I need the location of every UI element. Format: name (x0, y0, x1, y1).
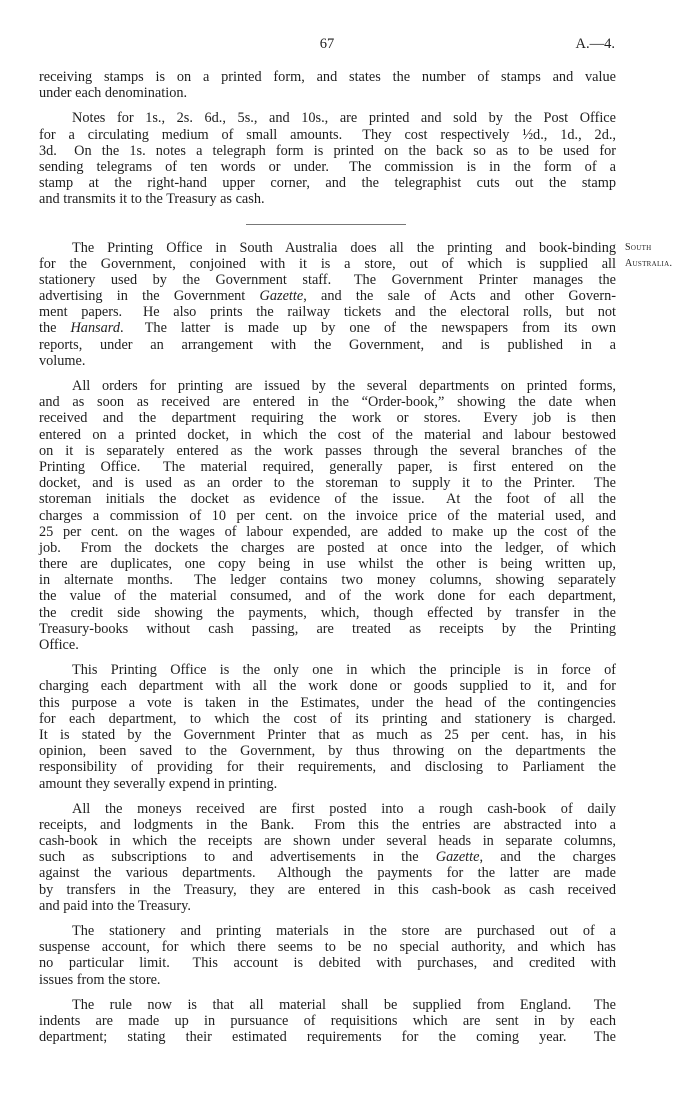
section-after-rule (39, 240, 616, 1046)
text-line: advertising in the Government Gazette, and the sale of Acts and other Govern- (39, 288, 616, 305)
text-line: docket, and is used as an order to the storeman to supply it to the Printer. The (39, 475, 616, 492)
text-line: and as soon as received are entered in the “Order-book,” showing the date when (39, 394, 616, 411)
text-line: responsibility of providing for their requirements, and disclosing to Parliament the (39, 759, 616, 776)
margin-note-line: South (625, 242, 652, 253)
text-line: All orders for printing are issued by the several departments on printed forms, (72, 378, 616, 394)
text-line: under each denomination. (39, 85, 188, 102)
document-reference: A.—4. (575, 36, 615, 52)
paragraph (39, 110, 616, 207)
text-line: against the various departments. Although the payments for the latter are made (39, 865, 616, 882)
page-number: 67 (319, 36, 335, 52)
text-line: the credit side showing the payments, which, though effected by transfer in the (39, 604, 616, 621)
text-line: It is stated by the Government Printer that as much as 25 per cent. has, in his (39, 726, 616, 743)
text-line: for each department, to which the cost of its printing and stationery is charged. (39, 710, 616, 727)
text-line: stamp at the right-hand upper corner, and the telegraphist cuts out the stamp (39, 175, 616, 192)
text-line: ment papers. He also prints the railway tickets and the electoral rolls, but not (39, 304, 616, 321)
body-text (39, 69, 616, 1054)
text-line: All the moneys received are first posted into a rough cash-book of daily (72, 800, 616, 817)
text-line: charging each department with all the work done or goods supplied to it, and for (39, 678, 616, 695)
text-line: received and the department requiring the work or stores. Every job is then (39, 410, 616, 427)
text-line: The rule now is that all material shall be supplied from England. The (72, 996, 616, 1013)
text-line: such as subscriptions to and advertisements in the Gazette, and the charges (39, 849, 616, 866)
text-line: by transfers in the Treasury, they are entered in this cash-book as cash received (39, 881, 616, 898)
text-line: sending telegrams of ten words or under. The commission is in the form of a (39, 158, 616, 175)
text-line: This Printing Office is the only one in which the principle is in force of (72, 662, 616, 679)
text-line: entered on a printed docket, in which the cost of the material and labour bestowed (39, 426, 616, 443)
paragraph (39, 240, 616, 370)
section-divider (246, 224, 406, 225)
text-line: Treasury-books without cash passing, are treated as receipts by the Printing (39, 620, 616, 637)
text-line: this purpose a vote is taken in the Estimates, under the head of the contingencies (39, 694, 616, 711)
paragraph (39, 923, 616, 988)
text-line: receiving stamps is on a printed form, and states the number of stamps and value (39, 69, 616, 85)
text-line: storeman initials the docket as evidence of the issue. At the foot of all the (39, 491, 616, 508)
paragraph (39, 997, 616, 1046)
margin-note-line: Australia. (625, 258, 673, 270)
text-line: opinion, been saved to the Government, by thus throwing on the departments the (39, 743, 616, 760)
text-line: stationery used by the Government staff. The Government Printer manages the (39, 271, 616, 288)
paragraph (39, 662, 616, 792)
text-line: and paid into the Treasury. (39, 897, 191, 914)
text-line: for a circulating medium of small amounts. They cost respectively ½d., 1d., 2d., (39, 126, 616, 143)
text-line: and transmits it to the Treasury as cash. (39, 191, 265, 208)
paragraph (39, 378, 616, 653)
text-line: receipts, and lodgments in the Bank. From this the entries are abstracted into a (39, 816, 616, 833)
text-line: reports, under an arrangement with the Government, and is published in a (39, 336, 616, 353)
text-line: charges a commission of 10 per cent. on the invoice price of the material used, and (39, 507, 616, 524)
text-line: indents are made up in pursuance of requisitions which are sent in by each (39, 1012, 616, 1029)
text-line: for the Government, conjoined with it is a store, out of which is supplied all (39, 255, 616, 272)
text-line: The stationery and printing materials in the store are purchased out of a (72, 923, 616, 939)
text-line: 25 per cent. on the wages of labour expended, are added to make up the cost of the (39, 523, 616, 540)
text-line: no particular limit. This account is debited with purchases, and credited with (39, 955, 616, 972)
text-line: amount they severally expend in printing. (39, 775, 278, 792)
paragraph (39, 801, 616, 914)
text-line: department; stating their estimated requirements for the coming year. The (39, 1029, 616, 1046)
text-line: job. From the dockets the charges are posted at once into the ledger, of which (39, 539, 616, 556)
text-line: Office. (39, 637, 79, 653)
text-line: Notes for 1s., 2s. 6d., 5s., and 10s., are printed and sold by the Post Office (72, 110, 616, 127)
text-line: 3d. On the 1s. notes a telegraph form is printed on the back so as to be used for (39, 142, 616, 159)
text-line: on it is separately entered as the work passes through the several branches of the (39, 442, 616, 459)
text-line: issues from the store. (39, 971, 161, 988)
section-before-rule (39, 69, 616, 208)
text-line: the Hansard. The latter is made up by one of the newspapers from its own (39, 320, 616, 337)
paragraph (39, 69, 616, 101)
text-line: suspense account, for which there seems to be no special authority, and which has (39, 939, 616, 956)
text-line: in alternate months. The ledger contains two money columns, showing separately (39, 572, 616, 589)
margin-note (625, 240, 672, 272)
text-line: The Printing Office in South Australia does all the printing and book-binding (72, 239, 616, 256)
text-line: cash-book in which the receipts are shown under several heads in separate columns, (39, 833, 616, 850)
text-line: volume. (39, 352, 86, 369)
text-line: the value of the material consumed, and of the work done for each department, (39, 588, 616, 605)
text-line: there are duplicates, one copy being in use whilst the other is being written up, (39, 556, 616, 573)
text-line: Printing Office. The material required, generally paper, is first entered on the (39, 458, 616, 475)
